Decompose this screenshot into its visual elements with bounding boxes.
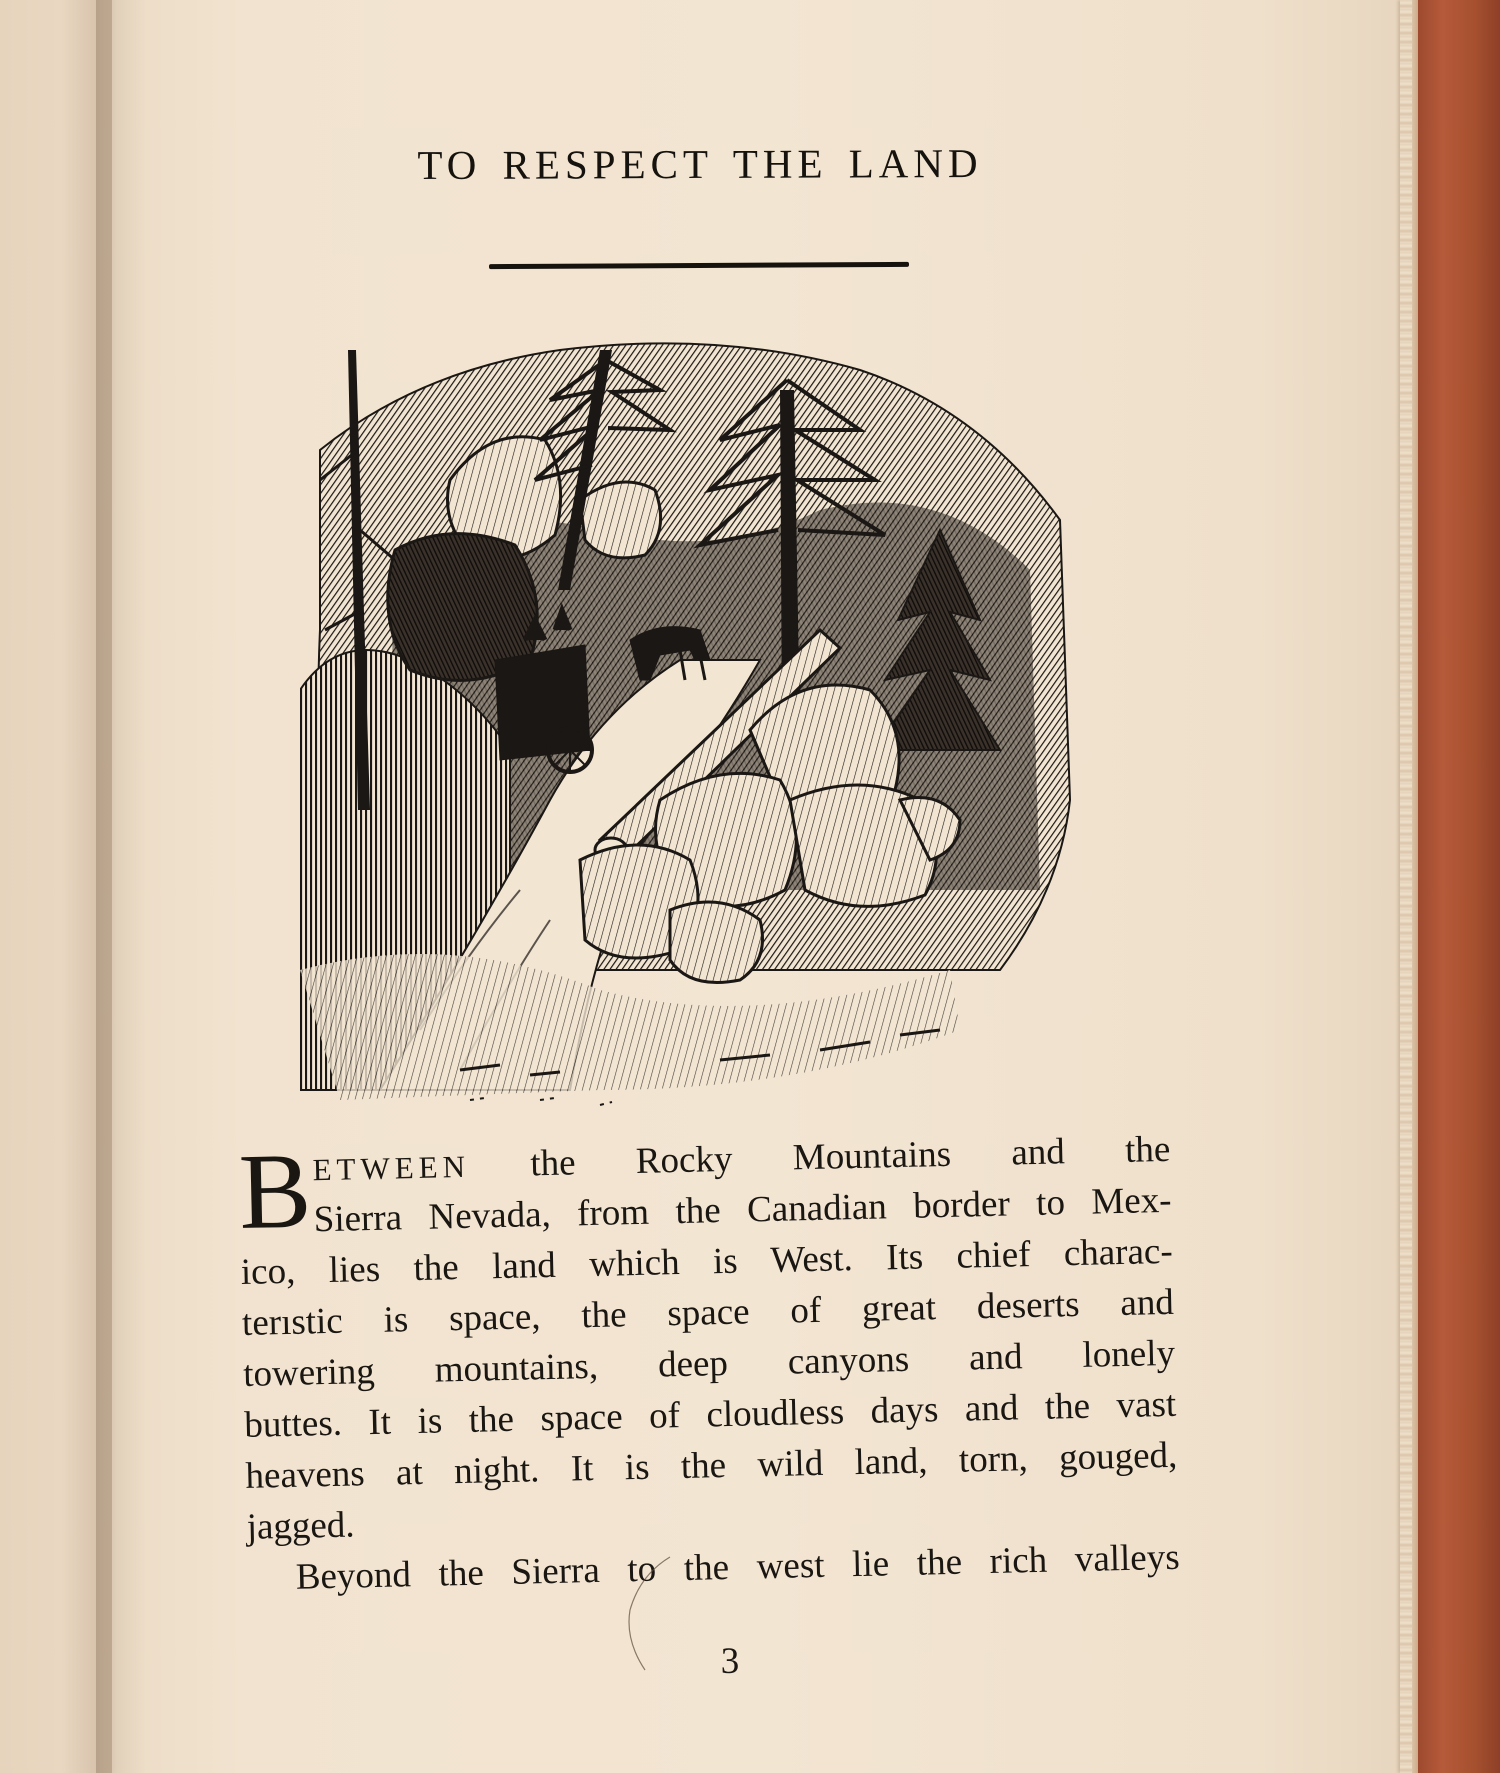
body-text	[238, 1124, 1180, 1604]
text-line-8: jagged.	[246, 1504, 355, 1548]
text-line-6: buttes. It is the space of cloudless days and the vast	[243, 1383, 1177, 1446]
engraving-illustration	[300, 330, 1090, 1120]
red-cloth-cover	[1418, 0, 1500, 1773]
paragraph-2-line-1: Beyond the Sierra to the west lie the rich valleys	[295, 1536, 1181, 1598]
text-line-1-rest: the Rocky Mountains and the	[529, 1128, 1171, 1185]
page-number: 3	[720, 1641, 740, 1682]
stray-hair	[600, 1555, 680, 1675]
text-line-2: Sierra Nevada, from the Canadian border to Mex-	[313, 1179, 1172, 1241]
text-line-5: towering mountains, deep canyons and lonely	[242, 1332, 1176, 1395]
first-word-small-caps: ETWEEN	[312, 1148, 471, 1188]
chapter-title: TO RESPECT THE LAND	[417, 140, 983, 188]
page-gutter-shadow	[96, 0, 146, 1773]
text-line-3: ico, lies the land which is West. Its chief charac-	[240, 1230, 1174, 1293]
text-line-7: heavens at night. It is the wild land, torn, gouged,	[245, 1434, 1178, 1497]
drop-cap: B	[237, 1131, 313, 1252]
text-line-4: terıstic is space, the space of great deserts and	[241, 1281, 1175, 1344]
